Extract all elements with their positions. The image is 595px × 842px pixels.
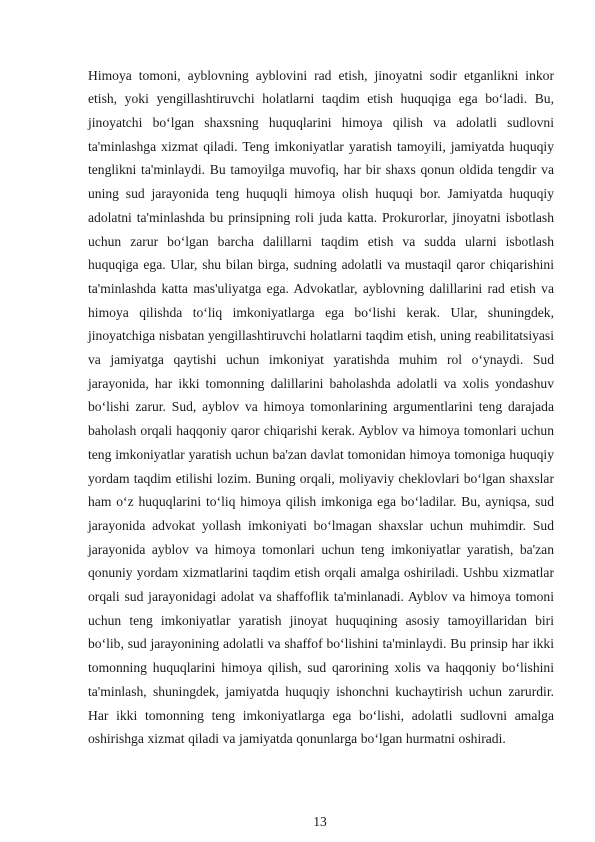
page-number: 13: [313, 814, 327, 829]
body-paragraph: Himoya tomoni, ayblovning ayblovini rad etish, jinoyatni sodir etganlikni inkor etish, yoki yengillashtiruvchi holatlarni taqdim etish huquqiga ega bo‘ladi. Bu, jinoyatchi bo‘lgan shaxsning huquqlarini himoya qilish va adolatli sudlovni ta'minlashga xizmat qiladi. Teng imkoniyatlar yaratish tamoyili, jamiyatda huquqiy tenglikni ta'minlaydi. Bu tamoyilga muvofiq, har bir shaxs qonun oldida tengdir va uning sud jarayonida teng huquqli himoya olish huquqi bor. Jamiyatda huquqiy adolatni ta'minlashda bu prinsipning roli juda katta. Prokurorlar, jinoyatni isbotlash uchun zarur bo‘lgan barcha dalillarni taqdim etish va sudda ularni isbotlash huquqiga ega. Ular, shu bilan birga, sudning adolatli va mustaqil qaror chiqarishini ta'minlashda katta mas'uliyatga ega. Advokatlar, ayblovning dalillarini rad etish va himoya qilishda to‘liq imkoniyatlarga ega bo‘lishi kerak. Ular, shuningdek, jinoyatchiga nisbatan yengillashtiruvchi holatlarni taqdim etish, uning reabilitatsiyasi va jamiyatga qaytishi uchun imkoniyat yaratishda muhim rol o‘ynaydi. Sud jarayonida, har ikki tomonning dalillarini baholashda adolatli va xolis yondashuv bo‘lishi zarur. Sud, ayblov va himoya tomonlarining argumentlarini teng darajada baholash orqali haqqoniy qaror chiqarishi kerak. Ayblov va himoya tomonlari uchun teng imkoniyatlar yaratish uchun ba'zan davlat tomonidan himoya tomoniga huquqiy yordam taqdim etilishi lozim. Buning orqali, moliyaviy cheklovlari bo‘lgan shaxslar ham o‘z huquqlarini to‘liq himoya qilish imkoniga ega bo‘ladilar. Bu, ayniqsa, sud jarayonida advokat yollash imkoniyati bo‘lmagan shaxslar uchun muhimdir. Sud jarayonida ayblov va himoya tomonlari uchun teng imkoniyatlar yaratish, ba'zan qonuniy yordam xizmatlarini taqdim etish orqali amalga oshiriladi. Ushbu xizmatlar orqali sud jarayonidagi adolat va shaffoflik ta'minlanadi. Ayblov va himoya tomoni uchun teng imkoniyatlar yaratish jinoyat huquqining asosiy tamoyillaridan biri bo‘lib, sud jarayonining adolatli va shaffof bo‘lishini ta'minlaydi. Bu prinsip har ikki tomonning huquqlarini himoya qilish, sud qarorining xolis va haqqoniy bo‘lishini ta'minlash, shuningdek, jamiyatda huquqiy ishonchni kuchaytirish uchun zarurdir. Har ikki tomonning teng imkoniyatlarga ega bo‘lishi, adolatli sudlovni amalga oshirishga xizmat qiladi va jamiyatda qonunlarga bo‘lgan hurmatni oshiradi.: [88, 67, 554, 747]
